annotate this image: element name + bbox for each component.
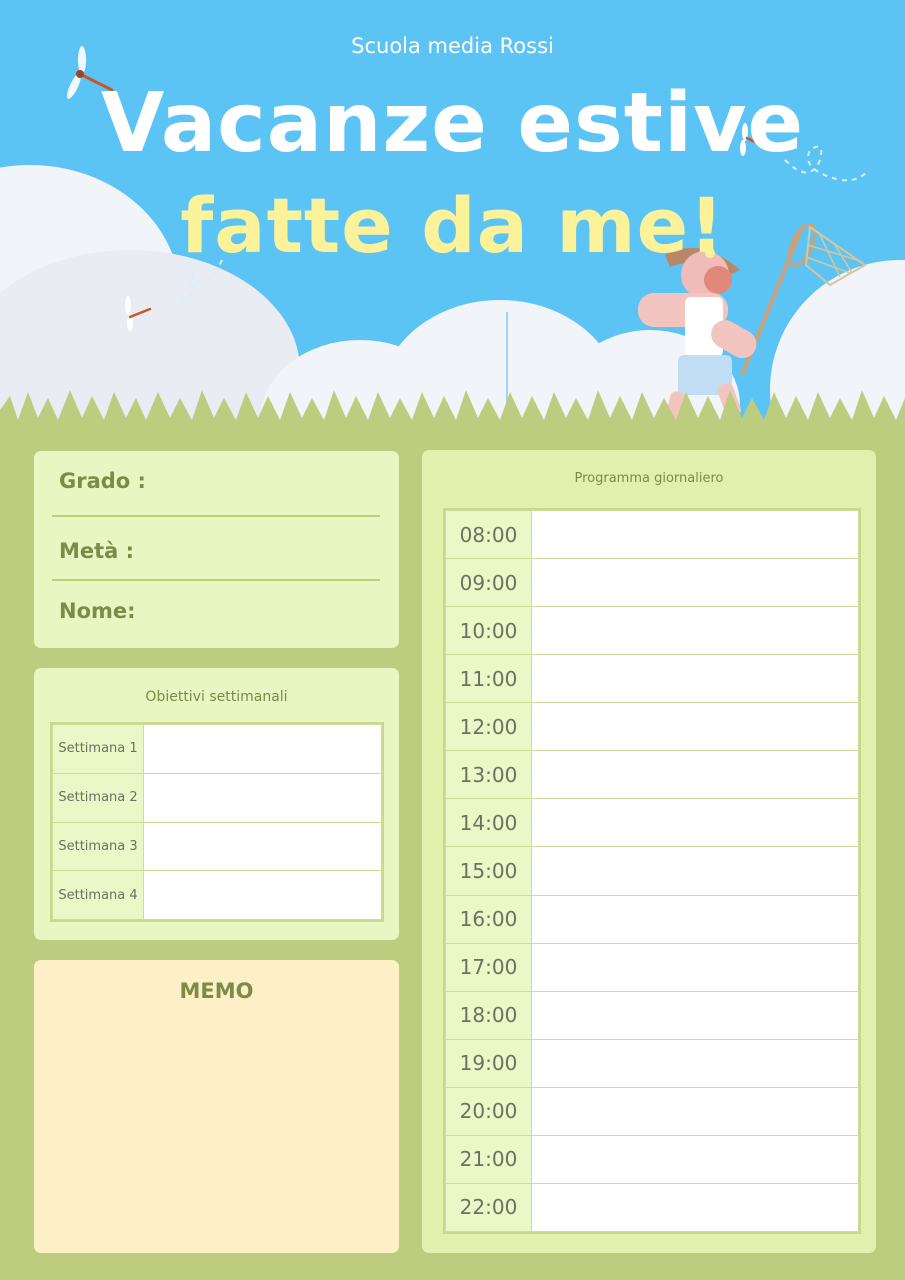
student-info-card: [34, 451, 399, 648]
time-slot-input[interactable]: [532, 703, 859, 751]
weekly-goals-title: Obiettivi settimanali: [145, 689, 288, 705]
week-label: Settimana 1: [53, 725, 144, 774]
table-row: [446, 1183, 859, 1231]
table-row: [446, 511, 859, 559]
table-row: [446, 655, 859, 703]
week-goal-input[interactable]: [144, 871, 382, 920]
week-goal-input[interactable]: [144, 725, 382, 774]
time-label: 21:00: [446, 1135, 532, 1183]
title-line-1: Vacanze estive: [100, 76, 805, 171]
memo-title: MEMO: [179, 979, 254, 1003]
time-label: 22:00: [446, 1183, 532, 1231]
table-row: [446, 991, 859, 1039]
daily-schedule-card: [422, 450, 876, 1253]
table-row: [53, 773, 382, 822]
weekly-goals-card: [34, 668, 399, 940]
dragonfly-icon: [118, 295, 158, 335]
time-slot-input[interactable]: [532, 1039, 859, 1087]
time-slot-input[interactable]: [532, 847, 859, 895]
time-label: 10:00: [446, 607, 532, 655]
time-label: 09:00: [446, 559, 532, 607]
table-row: [53, 871, 382, 920]
daily-schedule-title: Programma giornaliero: [574, 471, 724, 486]
table-row: [446, 799, 859, 847]
table-row: [446, 1087, 859, 1135]
grade-field[interactable]: Grado :: [59, 469, 146, 493]
field-divider: [52, 579, 380, 581]
week-label: Settimana 4: [53, 871, 144, 920]
table-row: [446, 703, 859, 751]
table-row: [446, 1039, 859, 1087]
header-banner: [0, 0, 905, 430]
time-slot-input[interactable]: [532, 895, 859, 943]
time-label: 08:00: [446, 511, 532, 559]
week-goal-input[interactable]: [144, 822, 382, 871]
table-row: [446, 1135, 859, 1183]
time-label: 14:00: [446, 799, 532, 847]
memo-card[interactable]: [34, 960, 399, 1253]
daily-schedule-table: [443, 508, 861, 1234]
time-slot-input[interactable]: [532, 991, 859, 1039]
time-slot-input[interactable]: [532, 751, 859, 799]
table-row: [446, 847, 859, 895]
school-name: Scuola media Rossi: [351, 34, 554, 58]
time-slot-input[interactable]: [532, 1135, 859, 1183]
field-divider: [52, 515, 380, 517]
time-slot-input[interactable]: [532, 943, 859, 991]
table-row: [446, 943, 859, 991]
time-label: 18:00: [446, 991, 532, 1039]
age-field[interactable]: Metà :: [59, 539, 135, 563]
weekly-goals-table: [50, 722, 384, 922]
table-row: [446, 751, 859, 799]
table-row: [53, 822, 382, 871]
title-line-2: fatte da me!: [180, 181, 725, 270]
grass-border: [0, 388, 905, 430]
time-label: 13:00: [446, 751, 532, 799]
memo-content[interactable]: [50, 1020, 383, 1240]
time-label: 20:00: [446, 1087, 532, 1135]
time-slot-input[interactable]: [532, 511, 859, 559]
time-slot-input[interactable]: [532, 1087, 859, 1135]
table-row: [53, 725, 382, 774]
time-label: 16:00: [446, 895, 532, 943]
time-slot-input[interactable]: [532, 655, 859, 703]
time-label: 15:00: [446, 847, 532, 895]
name-field[interactable]: Nome:: [59, 599, 136, 623]
time-slot-input[interactable]: [532, 559, 859, 607]
week-label: Settimana 3: [53, 822, 144, 871]
time-label: 11:00: [446, 655, 532, 703]
table-row: [446, 607, 859, 655]
time-label: 17:00: [446, 943, 532, 991]
table-row: [446, 559, 859, 607]
week-goal-input[interactable]: [144, 773, 382, 822]
time-slot-input[interactable]: [532, 1183, 859, 1231]
week-label: Settimana 2: [53, 773, 144, 822]
time-slot-input[interactable]: [532, 607, 859, 655]
time-label: 12:00: [446, 703, 532, 751]
time-label: 19:00: [446, 1039, 532, 1087]
table-row: [446, 895, 859, 943]
time-slot-input[interactable]: [532, 799, 859, 847]
